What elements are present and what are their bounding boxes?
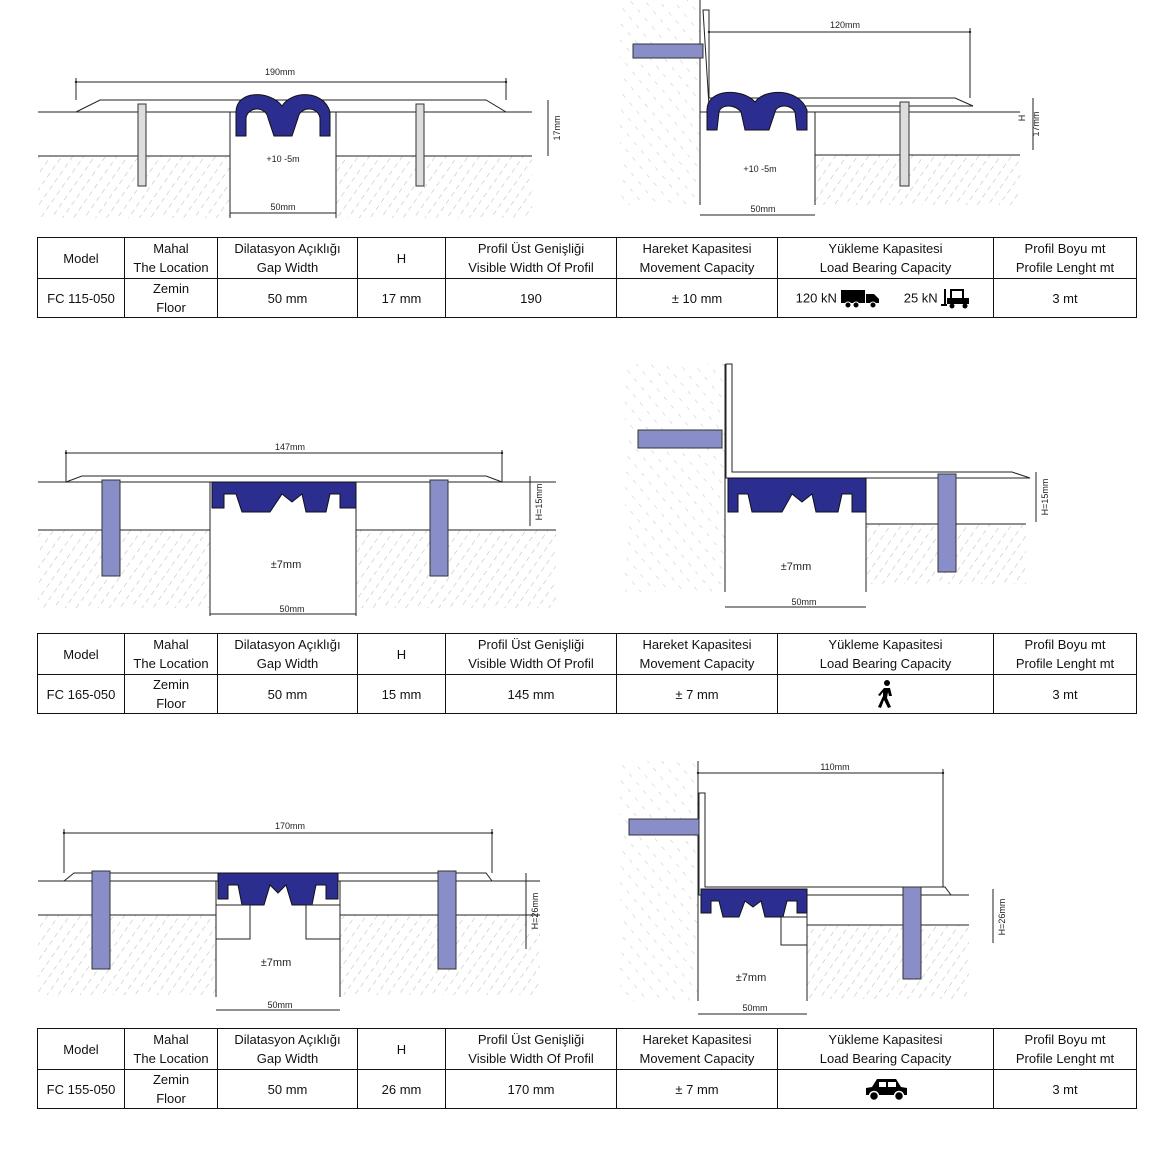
width-dimension: 110mm	[820, 762, 850, 772]
cell-load	[778, 1070, 994, 1109]
wall-anchor	[633, 44, 703, 58]
height-dimension: H=26mm	[530, 892, 540, 930]
anchor-left	[92, 871, 110, 969]
header-location: Mahal The Location	[125, 634, 218, 675]
header-load: Yükleme Kapasitesi Load Bearing Capacity	[778, 634, 994, 675]
height-dimension: 17mm	[552, 115, 562, 141]
header-model: Model	[38, 634, 125, 675]
cell-length: 3 mt	[994, 1070, 1137, 1109]
cell-h: 17 mm	[358, 279, 446, 318]
header-model: Model	[38, 238, 125, 279]
anchor-right	[430, 480, 448, 576]
wall	[625, 364, 725, 592]
gap-dimension: 50mm	[267, 1000, 293, 1010]
pedestrian-icon	[873, 679, 899, 709]
channel-left	[216, 905, 250, 939]
substrate-left	[38, 530, 210, 608]
forklift-icon	[941, 287, 975, 309]
spec-table-fc155	[37, 1028, 1137, 1109]
header-width: Profil Üst Genişliği Visible Width Of Profil	[446, 634, 617, 675]
header-gap: Dilatasyon Açıklığı Gap Width	[218, 1029, 358, 1070]
header-movement: Hareket Kapasitesi Movement Capacity	[617, 1029, 778, 1070]
movement-label: ±7mm	[780, 561, 812, 573]
load-value-truck: 120 kN	[795, 290, 837, 306]
movement-label: ±7mm	[735, 972, 767, 984]
height-dimension: H=15mm	[1040, 478, 1050, 516]
header-location: Mahal The Location	[125, 1029, 218, 1070]
gap-dimension: 50mm	[270, 202, 296, 212]
cell-model: FC 165-050	[38, 675, 125, 714]
cell-gap: 50 mm	[218, 1070, 358, 1109]
header-h: H	[358, 634, 446, 675]
anchor-right	[903, 887, 921, 979]
channel-right	[781, 917, 807, 945]
cell-movement: ± 7 mm	[617, 1070, 778, 1109]
header-load: Yükleme Kapasitesi Load Bearing Capacity	[778, 238, 994, 279]
cell-load	[778, 279, 994, 318]
substrate-right	[356, 530, 556, 608]
movement-label: +10 -5m	[266, 154, 300, 164]
drawing-fc115-wall	[615, 0, 1160, 225]
header-width: Profil Üst Genişliği Visible Width Of Profil	[446, 1029, 617, 1070]
aluminium-profile	[701, 889, 807, 917]
car-icon	[862, 1075, 910, 1103]
substrate-left	[38, 156, 230, 218]
cell-model: FC 115-050	[38, 279, 125, 318]
cell-model: FC 155-050	[38, 1070, 125, 1109]
anchor-right	[900, 102, 909, 186]
anchor-right	[416, 104, 424, 186]
cell-movement: ± 7 mm	[617, 675, 778, 714]
cell-length: 3 mt	[994, 279, 1137, 318]
movement-label: ±7mm	[260, 957, 292, 969]
cell-width: 145 mm	[446, 675, 617, 714]
height-label: H	[1017, 114, 1027, 122]
header-length: Profil Boyu mt Profile Lenght mt	[994, 634, 1137, 675]
height-dimension: 17mm	[1031, 111, 1041, 137]
gap-dimension: 50mm	[750, 204, 776, 214]
cell-gap: 50 mm	[218, 675, 358, 714]
substrate-right	[336, 156, 532, 218]
cover-plate	[726, 364, 1030, 478]
spec-table-fc115	[37, 237, 1137, 318]
height-dimension: H=15mm	[534, 483, 544, 521]
substrate-right	[815, 155, 1020, 205]
drawing-fc155-floor	[30, 815, 570, 1015]
header-load: Yükleme Kapasitesi Load Bearing Capacity	[778, 1029, 994, 1070]
cell-h: 26 mm	[358, 1070, 446, 1109]
anchor-left	[138, 104, 146, 186]
channel-right	[306, 905, 340, 939]
wall-anchor	[629, 819, 699, 835]
anchor-left	[102, 480, 120, 576]
movement-label: ±7mm	[270, 559, 302, 571]
spec-table-fc165	[37, 633, 1137, 714]
load-value-forklift: 25 kN	[903, 290, 938, 306]
header-length: Profil Boyu mt Profile Lenght mt	[994, 1029, 1137, 1070]
header-gap: Dilatasyon Açıklığı Gap Width	[218, 634, 358, 675]
cell-gap: 50 mm	[218, 279, 358, 318]
header-movement: Hareket Kapasitesi Movement Capacity	[617, 634, 778, 675]
cell-h: 15 mm	[358, 675, 446, 714]
substrate-left	[38, 915, 216, 995]
movement-label: +10 -5m	[743, 164, 777, 174]
drawing-fc165-wall	[620, 362, 1160, 617]
cell-location: Zemin Floor	[125, 675, 218, 714]
header-movement: Hareket Kapasitesi Movement Capacity	[617, 238, 778, 279]
header-h: H	[358, 1029, 446, 1070]
aluminium-profile	[728, 478, 866, 512]
drawing-fc155-wall	[615, 757, 1160, 1019]
cell-length: 3 mt	[994, 675, 1137, 714]
cell-load	[778, 675, 994, 714]
width-dimension: 120mm	[829, 20, 861, 30]
cell-location: Zemin Floor	[125, 279, 218, 318]
anchor-right	[438, 871, 456, 969]
cell-width: 170 mm	[446, 1070, 617, 1109]
gap-dimension: 50mm	[279, 604, 305, 614]
gap-dimension: 50mm	[742, 1003, 768, 1013]
wall-anchor	[638, 430, 722, 448]
width-dimension: 170mm	[274, 821, 306, 831]
header-h: H	[358, 238, 446, 279]
height-dimension: H=26mm	[997, 898, 1007, 936]
cover-plate	[699, 793, 951, 895]
header-location: Mahal The Location	[125, 238, 218, 279]
cell-movement: ± 10 mm	[617, 279, 778, 318]
aluminium-profile	[212, 482, 356, 512]
gap-dimension: 50mm	[791, 597, 817, 607]
anchor-right	[938, 474, 956, 572]
aluminium-profile	[218, 873, 338, 905]
cell-width: 190	[446, 279, 617, 318]
header-length: Profil Boyu mt Profile Lenght mt	[994, 238, 1137, 279]
width-dimension: 190mm	[264, 67, 296, 77]
header-model: Model	[38, 1029, 125, 1070]
truck-icon	[840, 287, 882, 309]
wall	[620, 761, 698, 1001]
header-gap: Dilatasyon Açıklığı Gap Width	[218, 238, 358, 279]
drawing-fc165-floor	[30, 438, 570, 620]
cell-location: Zemin Floor	[125, 1070, 218, 1109]
header-width: Profil Üst Genişliği Visible Width Of Profil	[446, 238, 617, 279]
drawing-fc115-floor	[30, 60, 570, 225]
wall	[620, 0, 700, 205]
substrate-right	[807, 925, 969, 999]
width-dimension: 147mm	[274, 442, 306, 452]
